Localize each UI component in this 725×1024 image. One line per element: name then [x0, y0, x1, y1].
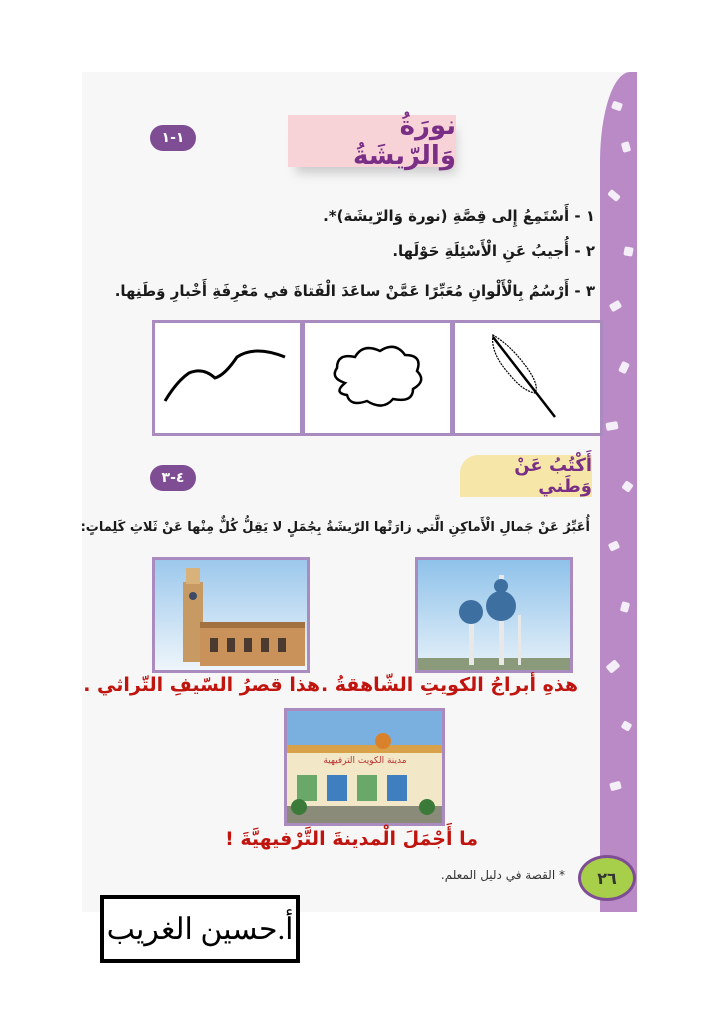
drawing-box-feather — [452, 320, 603, 436]
author-name: أ.حسين الغريب — [106, 912, 294, 946]
towers-image — [418, 560, 570, 670]
decorative-side-band — [600, 72, 637, 912]
entertainment-city-photo — [284, 708, 445, 826]
lesson-title-banner — [288, 111, 456, 171]
towers-caption: هذهِ أبراجُ الكويتِ الشّاهقةُ . — [320, 674, 578, 696]
subheading: أَكْتُبُ عَنْ وَطَني — [514, 455, 592, 497]
author-stamp — [100, 895, 300, 963]
feather-icon — [455, 323, 600, 433]
drawing-box-line — [152, 320, 303, 436]
instruction-2: ٢ - أُجيبُ عَنِ الْأَسْئِلَةِ حَوْلَها. — [392, 242, 595, 260]
instruction-3: ٣ - أَرْسُمُ بِالْأَلْوانِ مُعَبِّرًا عَمَّنْ ساعَدَ الْفَتاةَ في مَعْرِفَةِ أَخْبارِ وَطَنِها. — [114, 282, 595, 300]
seif-palace-photo — [152, 557, 310, 673]
kuwait-towers-photo — [415, 557, 573, 673]
palace-image — [155, 560, 307, 670]
section-badge-2: ٤-٣ — [150, 465, 196, 491]
lesson-title: نورَةُ وَالرّيشَةُ — [353, 111, 456, 171]
section-badge: ١-١ — [150, 125, 196, 151]
subheading-banner — [460, 455, 592, 497]
palace-caption: هذا قصرُ السّيفِ التّراثي . — [83, 674, 320, 696]
entertainment-image — [287, 711, 442, 823]
writing-prompt: أُعَبِّرُ عَنْ جَمالِ الْأَماكِنِ الَّتي زارَتْها الرّيشَةُ بِجُمَلٍ لا يَقِلُّ كُلٌّ مِنْها عَنْ ثَلاثِ كَلِماتٍ: — [80, 520, 590, 535]
cloud-icon — [305, 323, 450, 433]
entertainment-caption: ما أَجْمَلَ الْمدينةَ التَّرْفيهيَّةَ ! — [225, 828, 478, 850]
footnote: * القصة في دليل المعلم. — [440, 868, 565, 882]
photo-sign-text: مدينة الكويت الترفيهية — [323, 756, 407, 766]
drawing-box-cloud — [302, 320, 453, 436]
page-number: ٢٦ — [578, 855, 636, 901]
line-icon — [155, 323, 300, 433]
instruction-1: ١ - أَسْتَمِعُ إِلى قِصَّةِ (نورة وَالرّيشَة)*. — [323, 207, 595, 225]
